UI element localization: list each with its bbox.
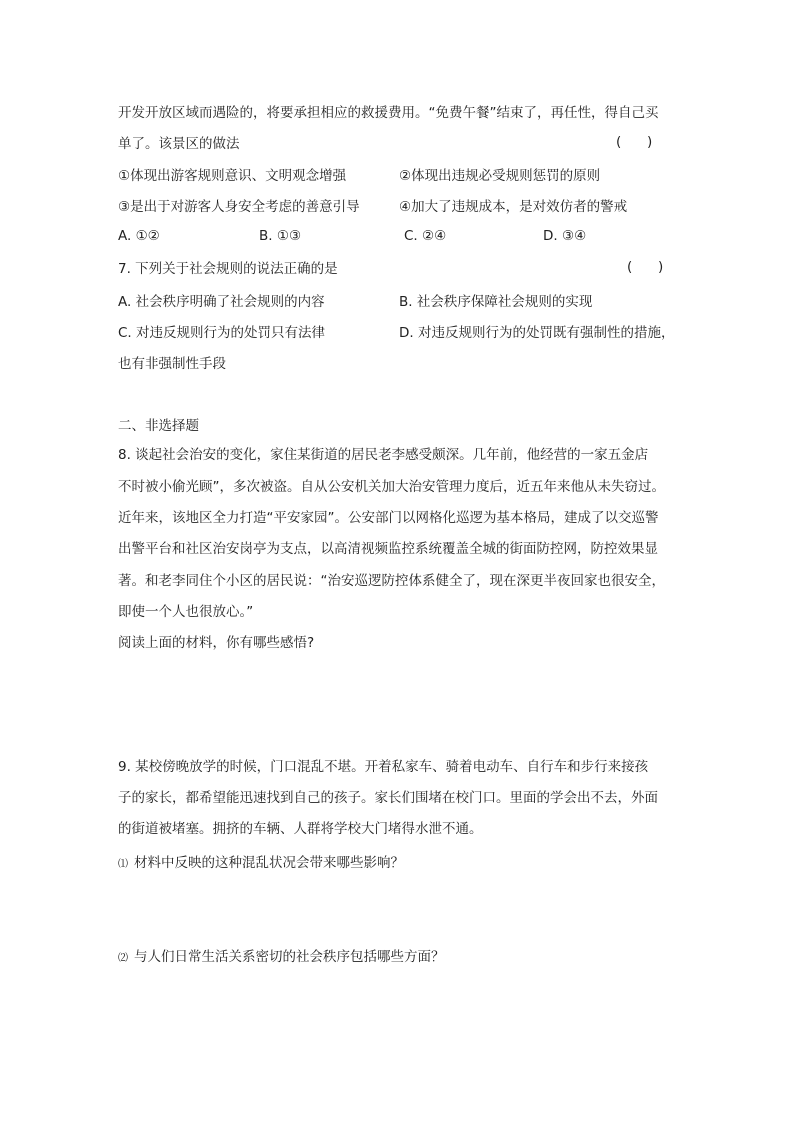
q7-answer-bracket: ( )	[627, 259, 664, 275]
q7-option-d: D. 对违反规则行为的处罚既有强制性的措施，	[399, 325, 675, 341]
q6-option-c: C. ②④	[404, 228, 447, 244]
q8-line-1: 8. 谈起社会治安的变化，家住某街道的居民老李感受颇深。几年前，他经营的一家五金店	[118, 447, 649, 463]
q6-statement-1: ①体现出游客规则意识、文明观念增强	[118, 168, 347, 184]
q8-line-4: 出警平台和社区治安岗亭为支点，以高清视频监控系统覆盖全城的街面防控网，防控效果显	[118, 541, 658, 557]
q6-answer-bracket: ( )	[616, 134, 653, 150]
q7-option-d-continued: 也有非强制性手段	[118, 356, 226, 372]
q8-prompt: 阅读上面的材料，你有哪些感悟?	[118, 635, 315, 651]
q8-line-3: 近年来，该地区全力打造“平安家园”。公安部门以网格化巡逻为基本格局，建成了以交巡警	[118, 510, 659, 526]
q7-option-a: A. 社会秩序明确了社会规则的内容	[118, 294, 325, 310]
q6-option-b: B. ①③	[259, 228, 302, 244]
q9-subquestion-1	[118, 851, 404, 871]
q6-statement-2: ②体现出违规必受规则惩罚的原则	[399, 168, 601, 184]
q6-line-1: 开发开放区域而遇险的，将要承担相应的救援费用。“免费午餐”结束了，再任性，得自己买	[118, 105, 659, 121]
q8-line-6: 即使一个人也很放心。”	[118, 604, 254, 620]
q9-line-2: 子的家长，都希望能迅速找到自己的孩子。家长们围堵在校门口。里面的学会出不去，外面	[118, 790, 658, 806]
q9-subquestion-1-text: 材料中反映的这种混乱状况会带来哪些影响？	[134, 855, 404, 871]
section-heading: 二、非选择题	[118, 418, 199, 434]
q6-option-d: D. ③④	[543, 228, 587, 244]
q7-option-c: C. 对违反规则行为的处罚只有法律	[118, 325, 326, 341]
q6-option-a: A. ①②	[118, 228, 160, 244]
q9-line-1: 9. 某校傍晚放学的时候，门口混乱不堪。开着私家车、骑着电动车、自行车和步行来接孩	[118, 759, 649, 775]
q6-line-2: 单了。该景区的做法	[118, 136, 240, 152]
q6-statement-3: ③是出于对游客人身安全考虑的善意引导	[118, 199, 360, 215]
q9-subquestion-2-text: 与人们日常生活关系密切的社会秩序包括哪些方面？	[134, 949, 445, 965]
q9-subquestion-2	[118, 945, 445, 965]
q9-line-3: 的街道被堵塞。拥挤的车辆、人群将学校大门堵得水泄不通。	[118, 821, 483, 837]
q6-statement-4: ④加大了违规成本，是对效仿者的警戒	[399, 199, 628, 215]
q9-subquestion-1-number: ⑴	[118, 859, 128, 870]
q9-subquestion-2-number: ⑵	[118, 953, 128, 964]
q8-line-2: 不时被小偷光顾”，多次被盗。自从公安机关加大治安管理力度后，近五年来他从未失窃过。	[118, 479, 665, 495]
q8-line-5: 著。和老李同住个小区的居民说：“治安巡逻防控体系健全了，现在深更半夜回家也很安全，	[118, 573, 665, 589]
q7-stem: 7. 下列关于社会规则的说法正确的是	[118, 261, 338, 277]
q7-option-b: B. 社会秩序保障社会规则的实现	[399, 294, 593, 310]
